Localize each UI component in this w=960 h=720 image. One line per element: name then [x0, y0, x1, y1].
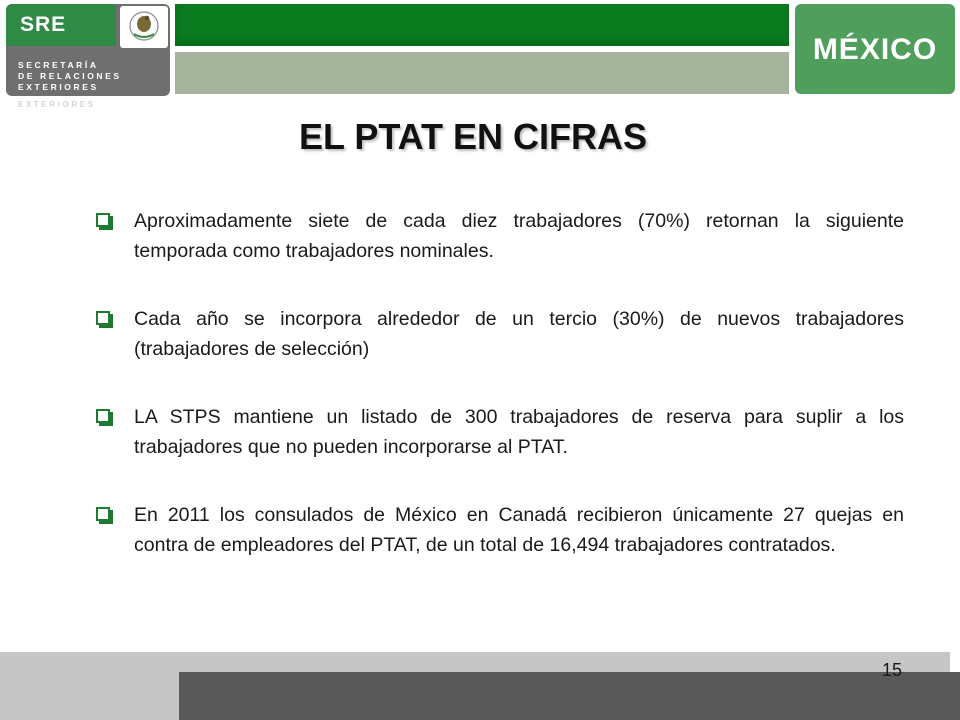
eagle-seal-icon — [128, 10, 160, 42]
mexico-logo-text: MÉXICO — [812, 33, 938, 66]
bullet-item — [96, 206, 904, 266]
checkbox-square-icon — [96, 409, 110, 423]
mexico-logo — [795, 4, 955, 94]
checkbox-square-icon — [96, 311, 110, 325]
header-green-bar — [175, 4, 789, 46]
bullet-text: Aproximadamente siete de cada diez trabajadores (70%) retornan la siguiente temporada como trabajadores nominales. — [134, 210, 904, 262]
bullet-text: En 2011 los consulados de México en Canadá recibieron únicamente 27 quejas en contra de empleadores del PTAT, de un total de 16,494 trabajadores contratados. — [134, 504, 904, 556]
sre-logo-line: SECRETARÍA — [18, 60, 99, 70]
sre-logo-acronym: SRE — [20, 13, 67, 36]
checkbox-square-icon — [96, 213, 110, 227]
bullet-item — [96, 304, 904, 364]
bullet-item — [96, 500, 904, 560]
bullet-list — [96, 206, 904, 598]
checkbox-square-icon — [96, 507, 110, 521]
sre-logo-green-panel — [6, 4, 116, 46]
sre-logo-line: EXTERIORES — [18, 82, 99, 92]
footer-dark-band — [179, 672, 960, 720]
sre-logo-name — [18, 60, 122, 93]
mexican-coat-of-arms-icon — [120, 6, 168, 48]
sre-logo-line: DE RELACIONES — [18, 71, 122, 81]
sre-logo — [6, 4, 170, 96]
bullet-text: Cada año se incorpora alrededor de un tercio (30%) de nuevos trabajadores (trabajadores de selección) — [134, 308, 904, 360]
bullet-item — [96, 402, 904, 462]
sre-logo-reflection: EXTERIORES — [18, 100, 96, 109]
page-number: 15 — [881, 660, 903, 680]
slide-title: EL PTAT EN CIFRAS — [298, 116, 647, 157]
header-sage-bar — [175, 52, 789, 94]
bullet-text: LA STPS mantiene un listado de 300 trabajadores de reserva para suplir a los trabajadores que no pueden incorporarse al PTAT. — [134, 406, 904, 458]
